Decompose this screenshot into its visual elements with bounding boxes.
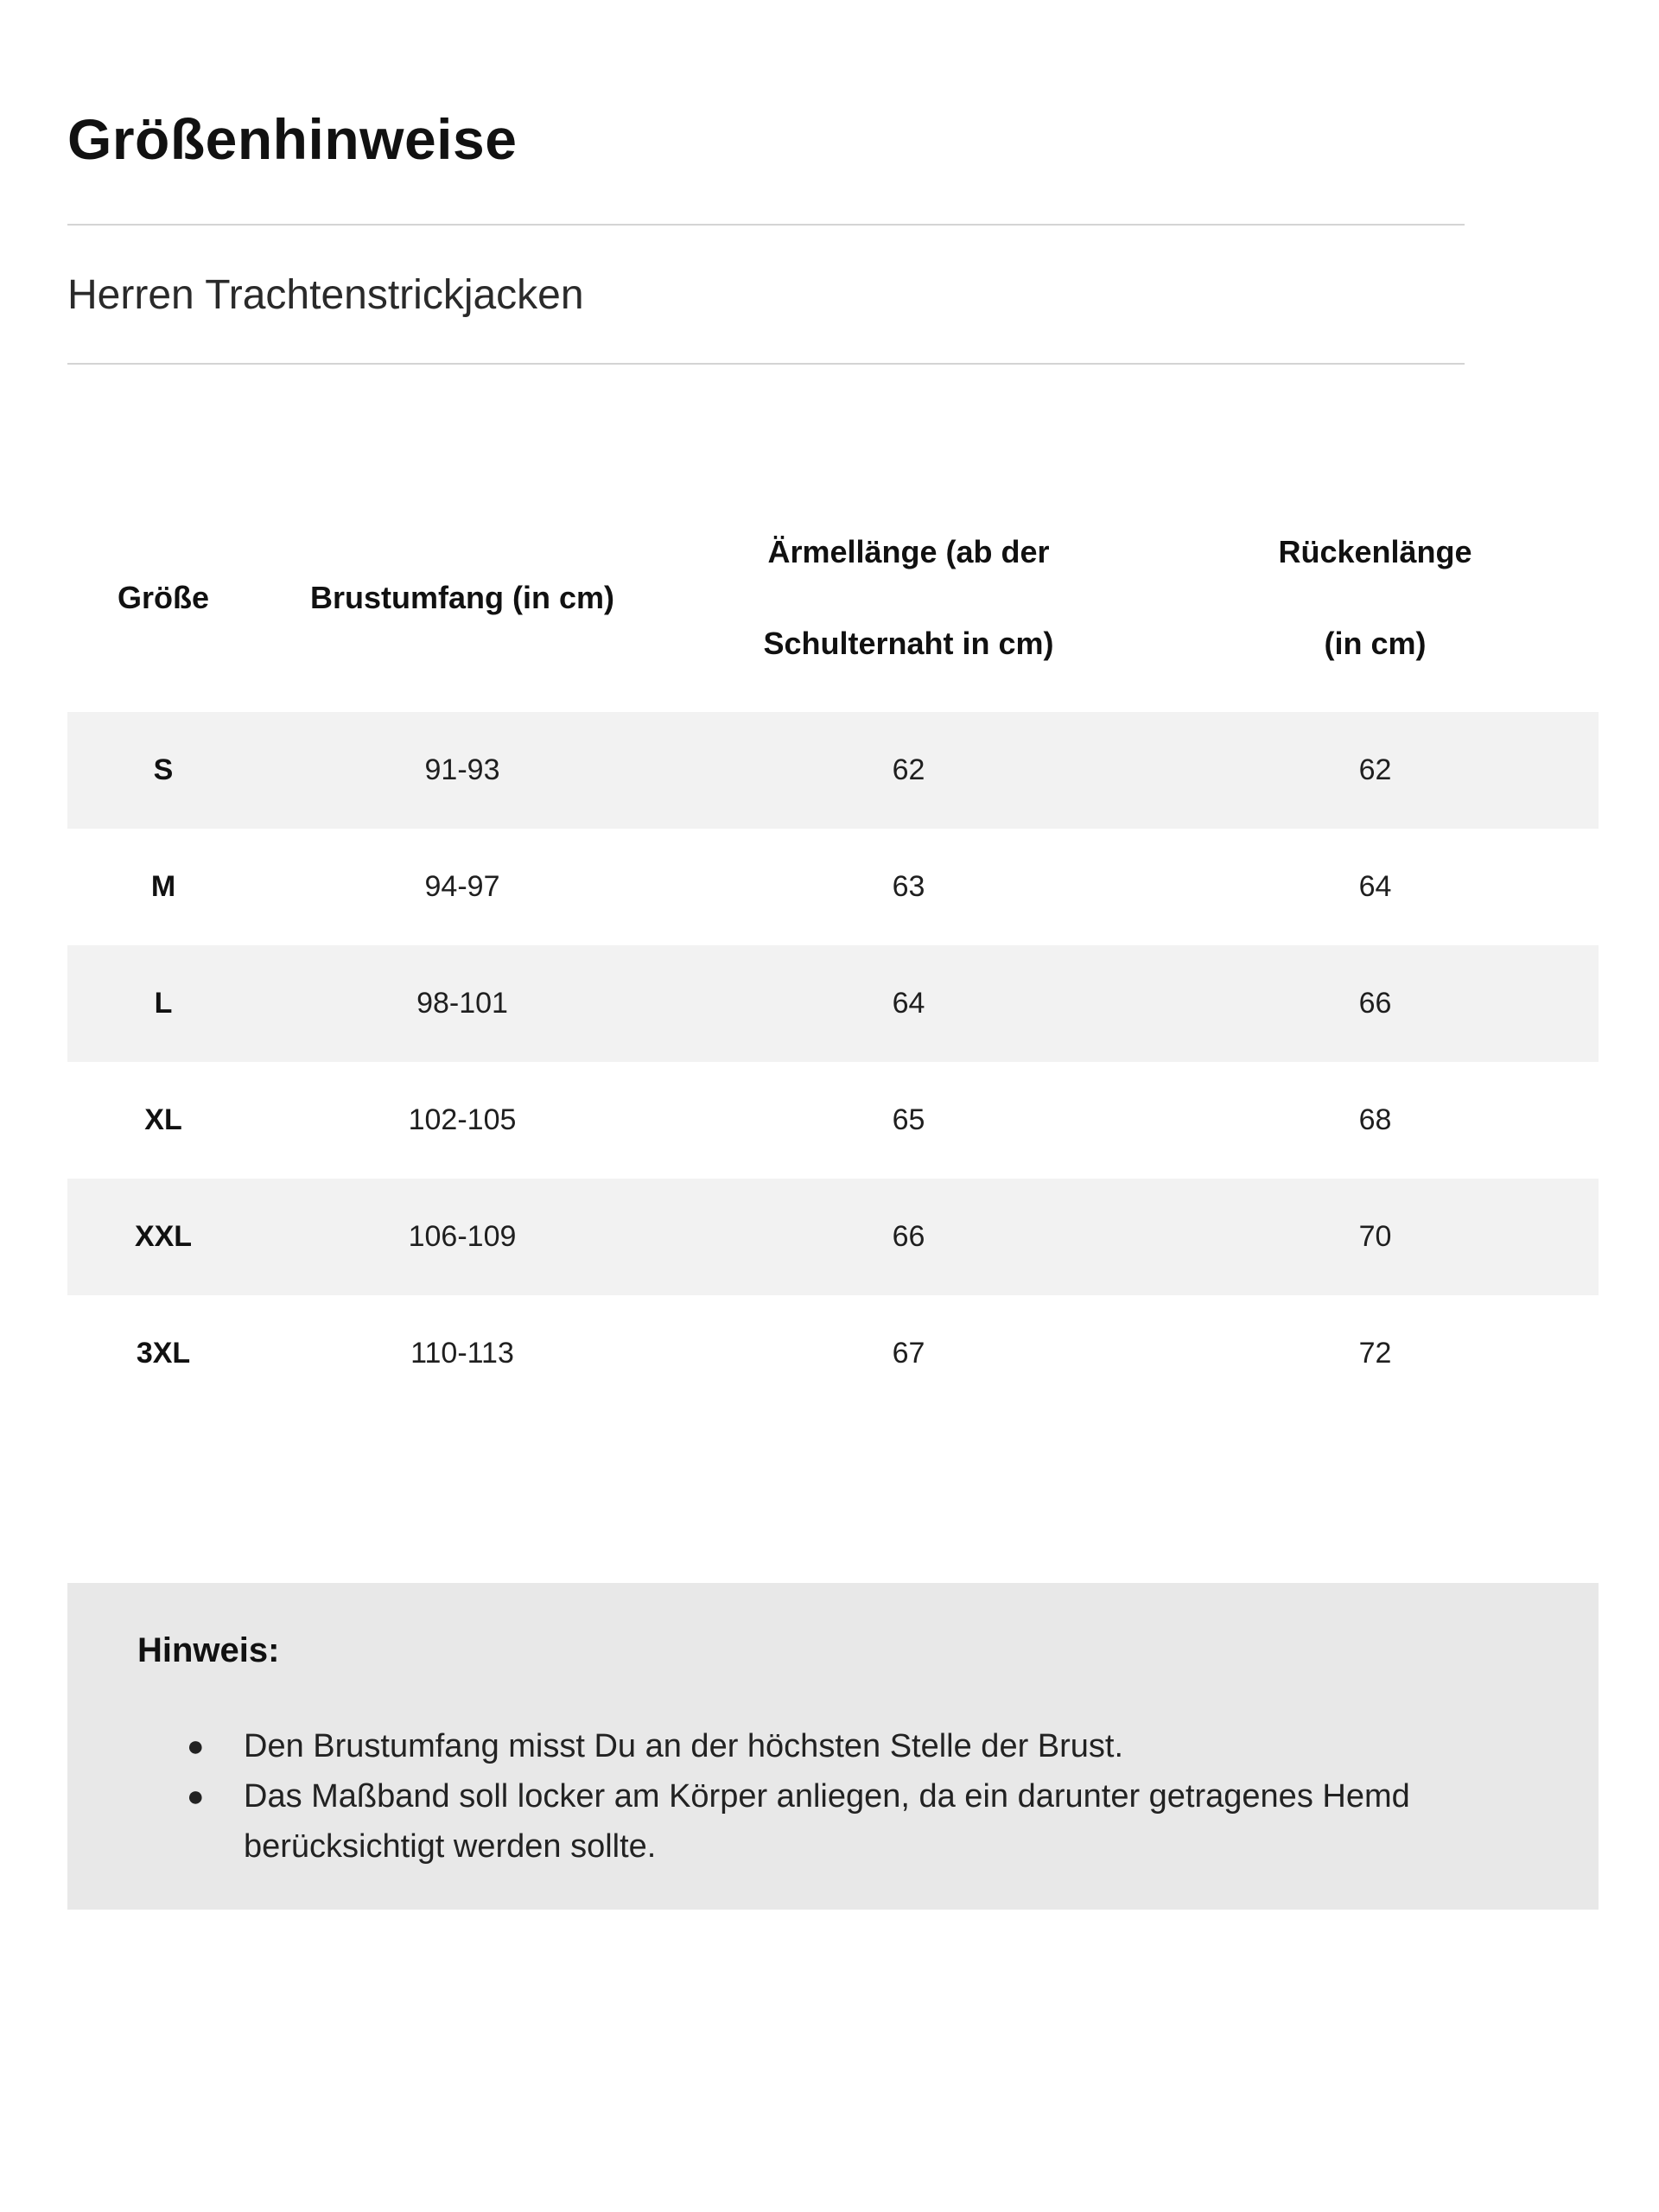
header-sleeve-line1: Ärmellänge (ab der [767, 534, 1050, 569]
sleeve-cell: 65 [892, 1103, 925, 1136]
page-subtitle: Herren Trachtenstrickjacken [67, 272, 584, 318]
size-cell: XL [144, 1103, 182, 1136]
sleeve-cell: 64 [665, 945, 1152, 1062]
table-row [67, 945, 1599, 1062]
header-back-line1: Rückenlänge [1278, 534, 1472, 569]
chest-cell: 98-101 [259, 945, 665, 1062]
back-cell: 64 [1358, 870, 1392, 903]
size-table-header [67, 484, 1599, 712]
back-cell: 72 [1358, 1337, 1392, 1370]
size-cell: L [67, 945, 259, 1062]
size-cell: M [150, 870, 176, 903]
sleeve-cell: 66 [665, 1179, 1152, 1295]
back-cell: 62 [1152, 712, 1599, 829]
list-item [187, 1721, 1522, 1771]
header-size: Größe [117, 580, 209, 615]
sleeve-cell: 62 [665, 712, 1152, 829]
chest-cell: 94-97 [424, 870, 500, 903]
table-row [67, 1179, 1599, 1295]
header-back-line2: (in cm) [1324, 626, 1427, 661]
header-row [67, 484, 1599, 712]
note-heading: Hinweis: [137, 1631, 280, 1669]
back-cell: 66 [1152, 945, 1599, 1062]
list-item [187, 1771, 1522, 1872]
sleeve-cell: 67 [892, 1337, 925, 1370]
back-cell: 68 [1358, 1103, 1392, 1136]
table-row [67, 1295, 1599, 1412]
sleeve-cell: 63 [892, 870, 925, 903]
header-sleeve-line2: Schulternaht in cm) [763, 626, 1054, 661]
size-cell: XXL [67, 1179, 259, 1295]
table-row [67, 712, 1599, 829]
header-back [1152, 484, 1599, 712]
back-cell: 70 [1152, 1179, 1599, 1295]
size-cell: 3XL [136, 1337, 191, 1370]
bullet-icon: ● [187, 1780, 205, 1813]
table-row [67, 829, 1599, 945]
chest-cell: 110-113 [410, 1337, 514, 1370]
table-row [67, 1062, 1599, 1179]
note-item-text: Das Maßband soll locker am Körper anliegen, da ein darunter getragenes Hemd berücksichtigt werden sollte. [244, 1778, 1410, 1865]
note-list [187, 1721, 1522, 1872]
note-item-text: Den Brustumfang misst Du an der höchsten Stelle der Brust. [244, 1728, 1124, 1764]
size-cell: S [67, 712, 259, 829]
divider-bottom [67, 363, 1465, 365]
chest-cell: 106-109 [259, 1179, 665, 1295]
chest-cell: 91-93 [259, 712, 665, 829]
header-sleeve [665, 484, 1152, 712]
page-title: Größenhinweise [67, 107, 518, 171]
chest-cell: 102-105 [408, 1103, 517, 1136]
header-chest: Brustumfang (in cm) [309, 580, 614, 615]
note-box [67, 1583, 1599, 1910]
divider-top [67, 224, 1465, 226]
size-table-body [67, 712, 1599, 1412]
bullet-icon: ● [187, 1730, 205, 1763]
size-table [67, 484, 1599, 1412]
